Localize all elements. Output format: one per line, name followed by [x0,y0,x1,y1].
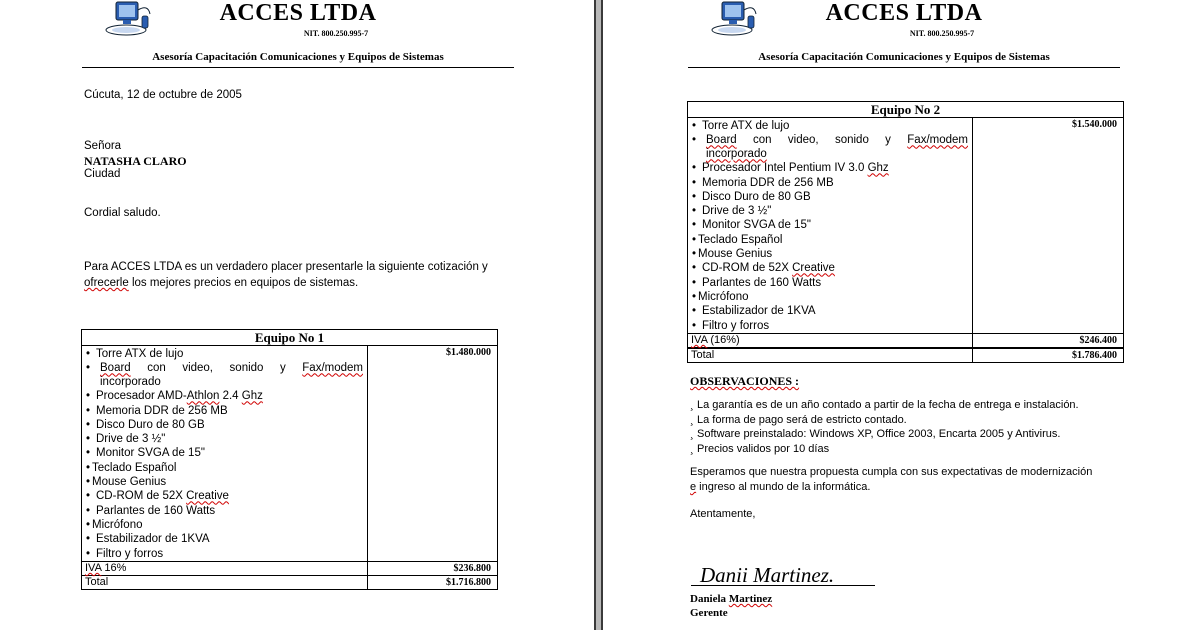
list-item: • Estabilizador de 1KVA [86,533,210,546]
list-item: • Procesador AMD-Athlon 2.4 Ghz [86,390,263,403]
list-item: • Teclado Español [692,233,783,246]
observation-item: ¸ Software preinstalado: Windows XP, Office 2003, Encarta 2005 y Antivirus. [690,428,1061,440]
list-item: • Memoria DDR de 256 MB [86,404,228,417]
observation-item: ¸ La garantía es de un año contado a partir de la fecha de entrega e instalación. [690,399,1079,411]
list-item: • Micrófono [692,290,749,303]
iva-label: IVA (16%) [688,333,973,348]
header-divider [82,67,514,68]
iva-label: IVA 16% [82,561,368,575]
letterhead [82,0,514,70]
iva-value: $236.800 [368,561,498,575]
iva-value: $246.400 [973,333,1124,348]
signer-name: Daniela Martinez [690,593,773,605]
signature: Danii Martinez. [700,563,835,587]
list-item: • Micrófono [86,518,143,531]
company-tagline: Asesoría Capacitación Comunicaciones y Equipos de Sistemas [758,51,1050,63]
list-item: • CD-ROM de 52X Creative [86,490,229,503]
list-item: • Estabilizador de 1KVA [692,305,816,318]
document-page-2 [603,0,1200,630]
closing-line-2: ingreso al mundo de la informática. [696,481,871,493]
items-list [688,118,973,334]
list-item: • Parlantes de 160 Watts [86,504,216,517]
signature-line [691,585,875,586]
list-item: • Drive de 3 ½" [86,433,166,446]
list-item: • Torre ATX de lujo [692,120,790,132]
list-item: • Disco Duro de 80 GB [692,190,811,203]
farewell: Atentamente, [690,508,756,520]
list-item: • Filtro y forros [86,547,164,560]
observation-item: ¸ Precios validos por 10 días [690,442,830,455]
intro-paragraph [84,259,514,291]
intro-line-2: los mejores precios en equipos de sistemas. [128,277,359,289]
total-label: Total [82,575,368,589]
total-label: Total [688,348,973,363]
closing-line-1: Esperamos que nuestra propuesta cumpla con sus expectativas de modernización [690,466,1093,478]
list-item: • CD-ROM de 52X Creative [692,262,835,275]
intro-line-1: Para ACCES LTDA es un verdadero placer presentarle la siguiente cotización y [84,261,488,273]
list-item: • Teclado Español [86,461,177,474]
place-date: Cúcuta, 12 de octubre de 2005 [84,89,242,101]
quote-table-equipo-1 [81,329,498,590]
list-item: • Monitor SVGA de 15" [692,219,811,232]
salutation-title: Señora [84,140,122,152]
company-nit: NIT. 800.250.995-7 [303,29,369,38]
recipient-city: Ciudad [84,168,121,180]
list-item: • Mouse Genius [86,476,167,489]
equipo-price: $1.540.000 [973,118,1124,334]
company-nit: NIT. 800.250.995-7 [909,29,975,38]
list-item: • Parlantes de 160 Watts [692,276,822,289]
list-item: • Procesador Intel Pentium IV 3.0 Ghz [692,162,889,175]
header-divider [688,67,1120,68]
list-item: • Monitor SVGA de 15" [86,447,205,460]
company-tagline: Asesoría Capacitación Comunicaciones y Equipos de Sistemas [152,51,444,63]
closing-paragraph [690,465,1130,495]
company-name: ACCES LTDA [825,0,983,26]
table-title: Equipo No 2 [688,102,1124,118]
observation-item: ¸ La forma de pago será de estricto contado. [690,413,907,426]
list-item: • Drive de 3 ½" [692,205,772,218]
list-item: • Memoria DDR de 256 MB [692,176,834,189]
total-value: $1.716.800 [368,575,498,589]
list-item: • Disco Duro de 80 GB [86,418,205,431]
items-list [82,346,368,562]
intro-misspelled-word: ofrecerle [84,277,129,289]
list-item: • Board con video, sonido y Fax/modem incorporado [86,362,363,389]
company-name: ACCES LTDA [219,0,377,26]
quote-table-equipo-2 [687,101,1124,363]
closing-misspelled-word: e [690,481,697,493]
list-item: • Torre ATX de lujo [86,348,184,360]
letterhead [688,0,1120,70]
list-item: • Filtro y forros [692,319,770,332]
recipient-name: NATASHA CLARO [84,154,187,168]
list-item: • Mouse Genius [692,248,773,261]
total-value: $1.786.400 [973,348,1124,363]
table-title: Equipo No 1 [82,330,498,346]
list-item: • Board con video, sonido y Fax/modem incorporado [692,134,968,161]
equipo-price: $1.480.000 [368,346,498,562]
signer-role: Gerente [690,607,728,619]
document-page-1 [0,0,594,630]
page-gutter [594,0,603,630]
greeting: Cordial saludo. [84,207,161,219]
observaciones-title: OBSERVACIONES : [690,374,800,388]
